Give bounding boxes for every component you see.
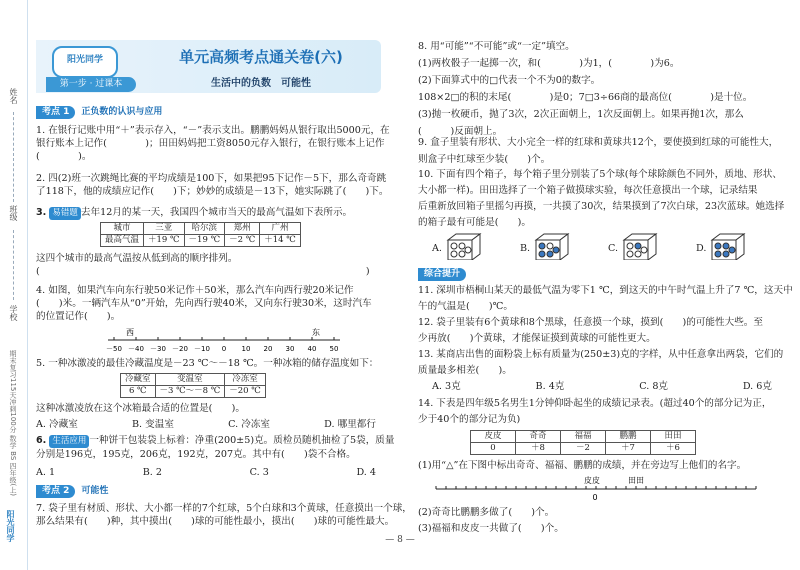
table-cell: ＋6 (651, 443, 696, 455)
section-title: 可能性 (81, 486, 109, 496)
option: D. 6克 (742, 381, 772, 392)
question-line: 少于40个的部分记为负) (418, 414, 521, 425)
table-cell: 田田 (651, 431, 696, 443)
question-line: 的箱子最有可能是( )。 (418, 217, 532, 228)
table-cell: ＋19 ℃ (144, 235, 185, 247)
table-cell: ＋8 (516, 443, 561, 455)
table-cell: 城市 (101, 223, 144, 235)
table-cell: －2 (561, 443, 606, 455)
life-application-tag: 生活应用 (49, 435, 89, 448)
question-5-prompt: 这种冰激凌放在这个冰箱最合适的位置是( )。 (36, 403, 245, 414)
fridge-table (120, 373, 266, 398)
table-cell: －2 ℃ (225, 235, 260, 247)
tick-label: 10 (241, 345, 251, 353)
question-line: 2. 四(2)班一次跳绳比赛的平均成绩是100下，如果把95下记作－5下，那么奇奇跳 (36, 173, 387, 184)
question-line: ( )反面朝上。 (418, 126, 503, 137)
question-5-options (36, 418, 376, 431)
tick-label: －40 (128, 345, 144, 353)
option: A. (432, 243, 442, 254)
tick-label: －30 (150, 345, 166, 353)
question-line: 这四个城市的最高气温按从低到高的顺序排列。 (36, 253, 238, 264)
tick-label: 40 (307, 345, 317, 353)
ball-box-icon (622, 232, 658, 260)
option: D. 4 (356, 467, 376, 478)
answer-blank: ( ) (36, 266, 370, 277)
table-cell: 奇奇 (516, 431, 561, 443)
option: B. 变温室 (131, 419, 174, 430)
question-line: 那么结果有( )种，其中摸出( )球的可能性最小，摸出( )球的可能性最大。 (36, 516, 395, 527)
question-14-part-3: (3)福福和皮皮一共做了( )个。 (418, 523, 564, 534)
school-label: 学校 (9, 305, 18, 321)
question-7 (36, 502, 412, 528)
tick-label: －20 (172, 345, 188, 353)
table-cell: 福福 (561, 431, 606, 443)
question-line: 午的气温是( )℃。 (418, 301, 513, 312)
tick-label: －50 (106, 345, 122, 353)
question-line: 108×2□的积的末尾( )是0；7□3÷66商的最高位( )是十位。 (418, 92, 753, 103)
question-line: 14. 下表是四年级5名男生1分钟仰卧起坐的成绩记录表。(超过40个的部分记为正， (418, 398, 772, 409)
question-1 (36, 124, 390, 163)
option: A. 3克 (432, 381, 461, 392)
question-13-options (432, 380, 772, 393)
tick-label: 20 (263, 345, 273, 353)
question-line: 7. 袋子里有材质、形状、大小都一样的7个红球，5个白球和3个黄球，任意摸出一个球， (36, 503, 412, 514)
table-cell: 三亚 (144, 223, 185, 235)
margin-dash (13, 230, 14, 300)
table-cell: 冷藏室 (121, 374, 156, 386)
question-line: (1)两枚骰子一起掷一次，和( )为1，( )为6。 (418, 58, 680, 69)
table-cell: 哈尔滨 (184, 223, 225, 235)
section-badge: 综合提升 (418, 268, 466, 281)
option: C. 3 (249, 467, 269, 478)
question-line: 13. 某商店出售的面粉袋上标有质量为(250±3)克的字样，从中任意拿出两袋，它们的 (418, 349, 784, 360)
section-title: 正负数的认识与应用 (81, 107, 163, 117)
question-10-options (432, 232, 772, 262)
table-cell: 0 (471, 443, 516, 455)
tick-label: 30 (285, 345, 295, 353)
score-number-line (432, 474, 762, 504)
tick-label: 0 (221, 345, 227, 353)
option: D. (696, 243, 707, 254)
situp-table (470, 430, 696, 455)
error-prone-tag: 易错题 (49, 207, 81, 220)
question-line: 大小都一样)。田田选择了一个箱子做摸球实验，每次任意摸出一个球，记录结果 (418, 185, 758, 196)
tiantian-label: 田田 (628, 476, 644, 485)
option: B. (520, 243, 531, 254)
question-line: (2)下面算式中的□代表一个不为0的数字。 (418, 75, 601, 86)
table-cell: 鹏鹏 (606, 431, 651, 443)
question-line: (3)抛一枚硬币，抛了3次，2次正面朝上，1次反面朝上。如果再抛1次，那么 (418, 109, 744, 120)
question-8 (418, 40, 752, 138)
question-line: 9. 盒子里装有形状、大小完全一样的红球和黄球共12个，要使摸到红球的可能性大， (418, 137, 779, 148)
option: D. 哪里都行 (324, 419, 376, 430)
temperature-table (100, 222, 301, 247)
option: A. 冷藏室 (36, 419, 78, 430)
question-line: 银行账本上记作( )；田田妈妈把工资8050元存入银行，在银行账本上记作 (36, 138, 385, 149)
question-line: 10. 下面有四个箱子，每个箱子里分别装了5个球(每个球除颜色不同外，质地、形状、 (418, 169, 782, 180)
question-4 (36, 284, 372, 323)
brand-logo: 阳光同学 (52, 46, 118, 78)
table-cell: 变温室 (155, 374, 225, 386)
question-10 (418, 168, 784, 229)
section-heading (36, 106, 162, 119)
number-line-figure (100, 326, 350, 354)
table-cell: －19 ℃ (184, 235, 225, 247)
section-badge: 考点 2 (36, 485, 75, 498)
option: C. 冷冻室 (228, 419, 270, 430)
table-cell: 6 ℃ (121, 386, 156, 398)
class-label: 班级 (9, 205, 18, 221)
question-14-part-1: (1)用“△”在下图中标出奇奇、福福、鹏鹏的成绩，并在旁边写上他们的名字。 (418, 460, 747, 471)
option: C. 8克 (639, 381, 669, 392)
east-label: 东 (312, 328, 320, 337)
tick-label: 50 (329, 345, 339, 353)
table-cell: 冷冻室 (225, 374, 266, 386)
ball-box-icon (446, 232, 482, 260)
question-6-options (36, 466, 376, 479)
table-cell: 广州 (260, 223, 301, 235)
option: B. 2 (142, 467, 163, 478)
section-heading (36, 485, 108, 498)
ball-box-icon (710, 232, 746, 260)
question-line: 1. 在银行记账中用“＋”表示存入，“－”表示支出。鹏鹏妈妈从银行取出5000元，在 (36, 125, 390, 136)
question-11 (418, 284, 793, 313)
west-label: 西 (126, 328, 134, 337)
step-badge: 第一步 · 过课本 (46, 77, 136, 92)
margin-brand: 阳光同学 (6, 510, 15, 542)
section-badge: 考点 1 (36, 106, 75, 119)
table-cell: 最高气温 (101, 235, 144, 247)
table-cell: －20 ℃ (225, 386, 266, 398)
question-line: 4. 如图，如果汽车向东行驶50米记作＋50米，那么汽车向西行驶20米记作 (36, 285, 354, 296)
margin-dash (13, 112, 14, 202)
question-line: ( )米。一辆汽车从“0”开始，先向西行驶40米，又向东行驶30米，这时汽车 (36, 298, 372, 309)
name-label: 姓名 (9, 88, 18, 104)
question-line: ( )。 (36, 151, 92, 162)
question-line: 则盒子中红球至少装( )个。 (418, 154, 551, 165)
table-cell: ＋14 ℃ (260, 235, 301, 247)
question-5: 5. 一种冰激凌的最佳冷藏温度是－23 ℃～－18 ℃。一种冰箱的储存温度如下： (36, 358, 379, 369)
pipi-label: 皮皮 (584, 476, 600, 485)
tick-label: －10 (194, 345, 210, 353)
question-line: 分别是196克，195克，206克，192克，207克。其中有( )袋不合格。 (36, 449, 356, 460)
question-14 (418, 397, 771, 426)
page-number: — 8 — (385, 535, 415, 545)
section-heading (418, 268, 466, 281)
table-cell: －3 ℃～－8 ℃ (155, 386, 225, 398)
table-cell: ＋7 (606, 443, 651, 455)
option: A. 1 (36, 467, 56, 478)
question-text: 去年12月的某一天，我国四个城市当天的最高气温如下表所示。 (80, 207, 353, 218)
question-line: 少再放( )个黄球，才能保证摸到黄球的可能性更大。 (418, 333, 656, 344)
table-cell: 皮皮 (471, 431, 516, 443)
zero-label: 0 (592, 493, 598, 502)
question-14-part-2: (2)奇奇比鹏鹏多做了( )个。 (418, 507, 555, 518)
option: C. (608, 243, 619, 254)
question-3: 3. 易错题 去年12月的某一天，我国四个城市当天的最高气温如下表所示。 (36, 207, 353, 218)
question-3-answer (36, 252, 370, 278)
page-subtitle: 生活中的负数 可能性 (211, 78, 311, 89)
table-cell: 郑州 (225, 223, 260, 235)
question-line: 11. 深圳市梧桐山某天的最低气温为零下1 ℃，到这天的中午时气温上升了7 ℃，这天中 (418, 285, 793, 296)
question-9 (418, 136, 778, 166)
question-13 (418, 348, 783, 377)
question-line: 8. 用“可能”“不可能”或“一定”填空。 (418, 41, 575, 52)
question-2 (36, 172, 389, 198)
question-6: 6. 生活应用 一种饼干包装袋上标着：净重(200±5)克。质检员随机抽检了5袋，质量 分别是196克，195克，206克，192克，207克。其中有( )袋不合格。 (36, 435, 395, 460)
option: B. 4克 (535, 381, 565, 392)
book-info: 期末复习115天冲刺100分 数学 BS 四年级(上) (9, 350, 17, 496)
question-line: 了118下，他的成绩应记作( )下；妙妙的成绩是－13下，她实际跳了( )下。 (36, 186, 389, 197)
question-line: 后重新放回箱子里摇匀再摸，一共摸了30次，结果摸到了7次白球，23次蓝球。她选择 (418, 201, 785, 212)
page-title: 单元高频考点通关卷(六) (179, 48, 343, 66)
question-text: 一种饼干包装袋上标着：净重(200±5)克。质检员随机抽检了5袋，质量 (89, 435, 395, 446)
question-line: 质量最多相差( )。 (418, 365, 512, 376)
question-line: 的位置记作( )。 (36, 311, 121, 322)
ball-box-icon (534, 232, 570, 260)
question-line: 12. 袋子里装有6个黄球和8个黑球，任意摸一个球，摸到( )的可能性大些。至 (418, 317, 763, 328)
question-12 (418, 316, 763, 345)
